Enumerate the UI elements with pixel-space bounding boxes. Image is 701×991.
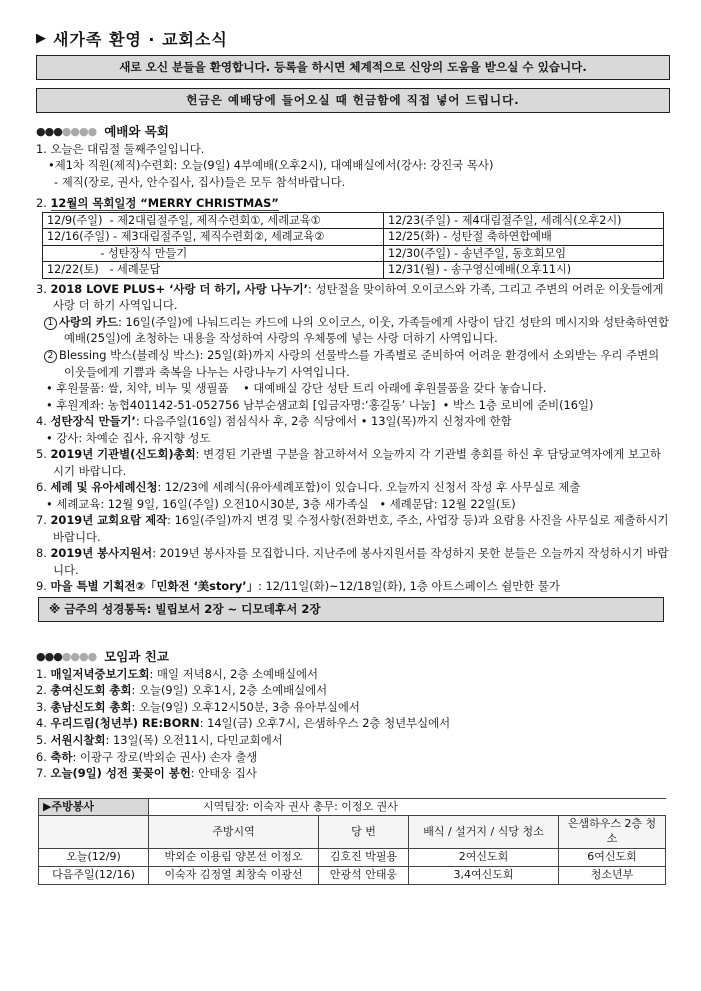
- triangle-icon: ▶: [36, 31, 47, 47]
- item1-title: 오늘은 대림절 둘째주일입니다.: [50, 141, 205, 156]
- offering-box: 헌금은 예배당에 들어오실 때 헌금함에 직접 넣어 드립니다.: [36, 88, 670, 113]
- duty-leaders: 시역팀장: 이숙자 권사 총무: 이정오 권사: [149, 798, 666, 816]
- item6-bullet: • 세례교육: 12월 9일, 16일(주일) 오전10시30분, 3층 새가족실 • 세례문답: 12월 22일(토): [46, 496, 516, 511]
- news-item-8: 8. 2019년 봉사지원서: 2019년 봉사자를 모집합니다. 지난주에 봉사지원서를 작성하지 못한 분들은 오늘까지 작성하시기 바랍니다.: [36, 546, 669, 577]
- item1-bullet: •제1차 직원(제직)수련회: 오늘(9일) 4부예배(오후2시), 대예배실에서(강사: 강진국 목사): [48, 158, 494, 173]
- news-item-4: 4. 성탄장식 만들기’: 다음주일(16일) 점심식사 후, 2층 식당에서 • 13일(목)까지 신청자에 한함: [36, 414, 512, 429]
- fellowship-item: 5. 서원시찰회: 13일(목) 오전11시, 다민교회에서: [36, 732, 283, 747]
- news-item-7: 7. 2019년 교회요람 제작: 16일(주일)까지 변경 및 수정사항(전화번호, 주소, 사업장 등)과 요람용 사진을 사무실로 제출하시기 바랍니다.: [36, 513, 669, 544]
- news-item-3: 3. 2018 LOVE PLUS+ ‘사랑 더 하기, 사랑 나누기’: 성탄절을 맞이하여 오이코스와 가족, 그리고 주변의 어려운 이웃들에게 사랑 더 하기 사역입니다.: [36, 281, 664, 313]
- news-item-5: 5. 2019년 기관별(신도회)총회: 변경된 기관별 구분을 참고하셔서 오늘까지 각 기관별 총회를 하신 후 담당교역자에게 보고하시기 바랍니다.: [36, 447, 662, 478]
- fellowship-item: 6. 축하: 이광구 장로(박외순 권사) 손자 출생: [36, 749, 258, 764]
- duty-header-row: 주방시역 당 번 배식 / 설거지 / 식당 청소 은샘하우스 2층 청소: [39, 816, 666, 849]
- page-title-text: 새가족 환영 · 교회소식: [53, 30, 228, 49]
- schedule-row: 12/16(주일) - 제3대림절주일, 제직수련회②, 세례교육② 12/25(화) - 성탄절 축하연합예배: [43, 229, 664, 245]
- item2-title: 12월의 목회일정 “MERRY CHRISTMAS”: [50, 195, 279, 210]
- news-item-6: 6. 세례 및 유아세례신청: 12/23에 세례식(유아세례포함)이 있습니다. 오늘까지 신청서 작성 후 사무실로 제출: [36, 480, 581, 495]
- duty-title: ▶주방봉사: [39, 798, 149, 816]
- fellowship-item: 2. 총여신도회 총회: 오늘(9일) 오후1시, 2층 소예배실에서: [36, 683, 328, 698]
- item3-bullet-1: • 후원물품: 쌀, 치약, 비누 및 생필품 • 대예배실 강단 성탄 트리 아래에 후원물품을 갖다 놓습니다.: [46, 381, 547, 396]
- page-title: [36, 28, 670, 51]
- blessing-box: 2 Blessing 박스(블레싱 박스): 25일(화)까지 사랑의 선물박스를 가족별로 준비하여 어려운 환경에서 소외받는 우리 주변의 이웃들에게 기쁨과 축복을 나누는 사랑나누기 사역입니다.: [40, 347, 670, 380]
- schedule-table: [42, 212, 664, 279]
- schedule-row: - 성탄장식 만들기 12/30(주일) - 송년주일, 동호회모임: [43, 245, 664, 261]
- schedule-row: 12/9(주일) - 제2대림절주일, 제직수련회①, 세례교육① 12/23(주일) - 제4대림절주일, 세례식(오후2시): [43, 213, 664, 229]
- love-card: 1 사랑의 카드: 16일(주일)에 나눠드리는 카드에 나의 오이코스, 이웃, 가족들에게 사랑이 담긴 성탄의 메시지와 성탄축하연합예배(25일)에 초청하는 내용을 작성하여 사랑의 우체통에 넣는 사랑 더하기 사역입니다.: [40, 314, 670, 347]
- bulletin-page: [36, 28, 670, 885]
- fellowship-item: 7. 오늘(9일) 성전 꽃꽂이 봉헌: 안태웅 집사: [36, 766, 257, 781]
- duty-row: 다음주일(12/16) 이숙자 김정열 최창숙 이광선 안광석 안태웅 3,4여신도회 청소년부: [39, 866, 666, 884]
- fellowship-item: 1. 매일저녁중보기도회: 매일 저녁8시, 2층 소예배실에서: [36, 666, 319, 681]
- item4-bullet: • 강사: 차예순 집사, 유지향 성도: [46, 430, 211, 445]
- dots-icon: ●●●●●●●: [36, 124, 97, 138]
- item1-dash: - 제직(장로, 권사, 안수집사, 집사)들은 모두 참석바랍니다.: [54, 174, 346, 189]
- news-item-2: 2. 12월의 목회일정 “MERRY CHRISTMAS”: [36, 195, 279, 210]
- fellowship-heading: [36, 648, 670, 666]
- item3-bullet-2: • 후원계좌: 농협401142-51-052756 남부순샘교회 [입금자명:‘홍길동’ 나눔] • 박스 1층 로비에 준비(16일): [46, 397, 594, 412]
- worship-heading-text: 예배와 목회: [104, 123, 169, 139]
- worship-heading: [36, 123, 670, 141]
- bible-reading-box: ※ 금주의 성경통독: 빌립보서 2장 ~ 디모데후서 2장: [38, 597, 664, 622]
- duty-row: 오늘(12/9) 박외순 이용림 양본선 이정오 김호진 박필용 2여신도회 6여신도회: [39, 849, 666, 867]
- fellowship-item: 4. 우리드림(청년부) RE:BORN: 14일(금) 오후7시, 은샘하우스 2층 청년부실에서: [36, 716, 451, 731]
- schedule-row: 12/22(토) - 세례문답 12/31(월) - 송구영신예배(오후11시): [43, 262, 664, 278]
- kitchen-duty-table: [38, 798, 666, 885]
- fellowship-item: 3. 총남신도회 총회: 오늘(9일) 오후12시50분, 3층 유아부실에서: [36, 699, 360, 714]
- dots-icon: ●●●●●●●: [36, 649, 97, 663]
- duty-title-row: [39, 798, 666, 816]
- news-item-9: 9. 마을 특별 기획전②「민화전 ‘美story’」: 12/11일(화)~12/18일(화), 1층 아트스페이스 쉴만한 물가: [36, 579, 560, 594]
- fellowship-heading-text: 모임과 친교: [104, 648, 169, 664]
- welcome-box: 새로 오신 분들을 환영합니다. 등록을 하시면 체계적으로 신앙의 도움을 받으실 수 있습니다.: [36, 55, 670, 80]
- news-item-1: 1. 오늘은 대림절 둘째주일입니다.: [36, 141, 205, 156]
